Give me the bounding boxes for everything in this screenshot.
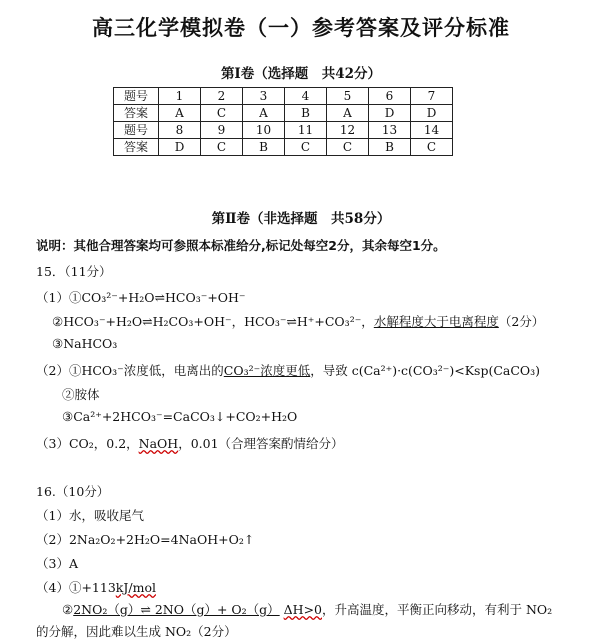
q16-answer-4-1 bbox=[36, 578, 156, 596]
answer-text: ，导致 c(Ca²⁺)·c(CO₃²⁻)<Ksp(CaCO₃) bbox=[310, 363, 541, 378]
answer-text: （4）①+113 bbox=[36, 580, 116, 595]
row-label: 题号 bbox=[114, 122, 159, 139]
enthalpy-change: ΔH>0 bbox=[283, 602, 323, 617]
q15-answer-2-2: ②胺体 bbox=[62, 387, 100, 402]
answer-text: ，0.01（合理答案酌情给分） bbox=[178, 436, 344, 451]
table-cell: 8 bbox=[159, 122, 201, 139]
table-cell: A bbox=[159, 105, 201, 122]
page-title: 高三化学模拟卷（一）参考答案及评分标准 bbox=[92, 15, 510, 40]
table-cell: 7 bbox=[411, 88, 453, 105]
table-cell: C bbox=[201, 139, 243, 156]
table-cell: C bbox=[285, 139, 327, 156]
answer-text: （3）CO₂，0.2， bbox=[36, 436, 139, 451]
table-cell: 12 bbox=[327, 122, 369, 139]
answer-label: ② bbox=[52, 314, 64, 329]
table-cell: 4 bbox=[285, 88, 327, 105]
equation: CO₃²⁻+H₂O⇌HCO₃⁻+OH⁻ bbox=[81, 290, 246, 305]
q15-answer-2-3: ③Ca²⁺+2HCO₃⁻=CaCO₃↓+CO₂+H₂O bbox=[62, 409, 298, 424]
q15-answer-1-2 bbox=[52, 312, 544, 330]
table-cell: 5 bbox=[327, 88, 369, 105]
equation: 2NO₂（g）⇌ 2NO（g）+ O₂（g） bbox=[73, 602, 280, 617]
table-cell: A bbox=[243, 105, 285, 122]
table-row bbox=[114, 139, 453, 156]
q15-answer-2-1 bbox=[36, 361, 540, 379]
q16-heading: 16.（10分） bbox=[36, 484, 110, 499]
table-cell: B bbox=[285, 105, 327, 122]
table-cell: 1 bbox=[159, 88, 201, 105]
table-cell: B bbox=[369, 139, 411, 156]
scoring-note: 说明：其他合理答案均可参照本标准给分,标记处每空2分，其余每空1分。 bbox=[36, 238, 446, 253]
table-cell: A bbox=[327, 105, 369, 122]
q15-answer-3 bbox=[36, 434, 344, 452]
q15-heading: 15．（11分） bbox=[36, 264, 112, 279]
answer-text: NaOH bbox=[138, 436, 179, 451]
table-cell: B bbox=[243, 139, 285, 156]
q15-answer-1-1 bbox=[36, 288, 246, 306]
table-cell: 6 bbox=[369, 88, 411, 105]
q16-answer-1: （1）水，吸收尾气 bbox=[36, 508, 144, 523]
table-row bbox=[114, 88, 453, 105]
table-cell: D bbox=[159, 139, 201, 156]
q16-answer-4-2 bbox=[62, 600, 552, 618]
table-row bbox=[114, 122, 453, 139]
row-label: 题号 bbox=[114, 88, 159, 105]
underlined-answer: 水解程度大于电离程度 bbox=[373, 314, 499, 329]
row-label: 答案 bbox=[114, 105, 159, 122]
equation: HCO₃⁻+H₂O⇌H₂CO₃+OH⁻，HCO₃⁻⇌H⁺+CO₃²⁻， bbox=[63, 314, 374, 329]
table-cell: C bbox=[327, 139, 369, 156]
row-label: 答案 bbox=[114, 139, 159, 156]
q16-answer-3: （3）A bbox=[36, 556, 78, 571]
answer-table bbox=[113, 87, 453, 156]
part1-title: 第Ⅰ卷（选择题 共42分） bbox=[220, 66, 382, 82]
table-row bbox=[114, 105, 453, 122]
q16-answer-4-3: 的分解，因此难以生成 NO₂（2分） bbox=[36, 624, 237, 639]
table-cell: C bbox=[201, 105, 243, 122]
q16-answer-2: （2）2Na₂O₂+2H₂O=4NaOH+O₂↑ bbox=[36, 532, 255, 547]
table-cell: 10 bbox=[243, 122, 285, 139]
table-cell: 13 bbox=[369, 122, 411, 139]
table-cell: D bbox=[411, 105, 453, 122]
table-cell: 11 bbox=[285, 122, 327, 139]
part2-title: 第Ⅱ卷（非选择题 共58分） bbox=[211, 211, 391, 227]
answer-text: ，升高温度，平衡正向移动，有利于 NO₂ bbox=[322, 602, 553, 617]
underlined-answer: CO₃²⁻浓度更低 bbox=[223, 363, 311, 378]
table-cell: 2 bbox=[201, 88, 243, 105]
table-cell: D bbox=[369, 105, 411, 122]
q15-answer-1-3: ③NaHCO₃ bbox=[52, 336, 118, 351]
score-note: （2分） bbox=[498, 314, 545, 329]
table-cell: C bbox=[411, 139, 453, 156]
table-cell: 3 bbox=[243, 88, 285, 105]
answer-label: （1）① bbox=[36, 290, 82, 305]
unit: kJ/mol bbox=[115, 580, 156, 595]
answer-text: （2）①HCO₃⁻浓度低，电离出的 bbox=[36, 363, 224, 378]
answer-label: ② bbox=[62, 602, 74, 617]
table-cell: 14 bbox=[411, 122, 453, 139]
table-cell: 9 bbox=[201, 122, 243, 139]
